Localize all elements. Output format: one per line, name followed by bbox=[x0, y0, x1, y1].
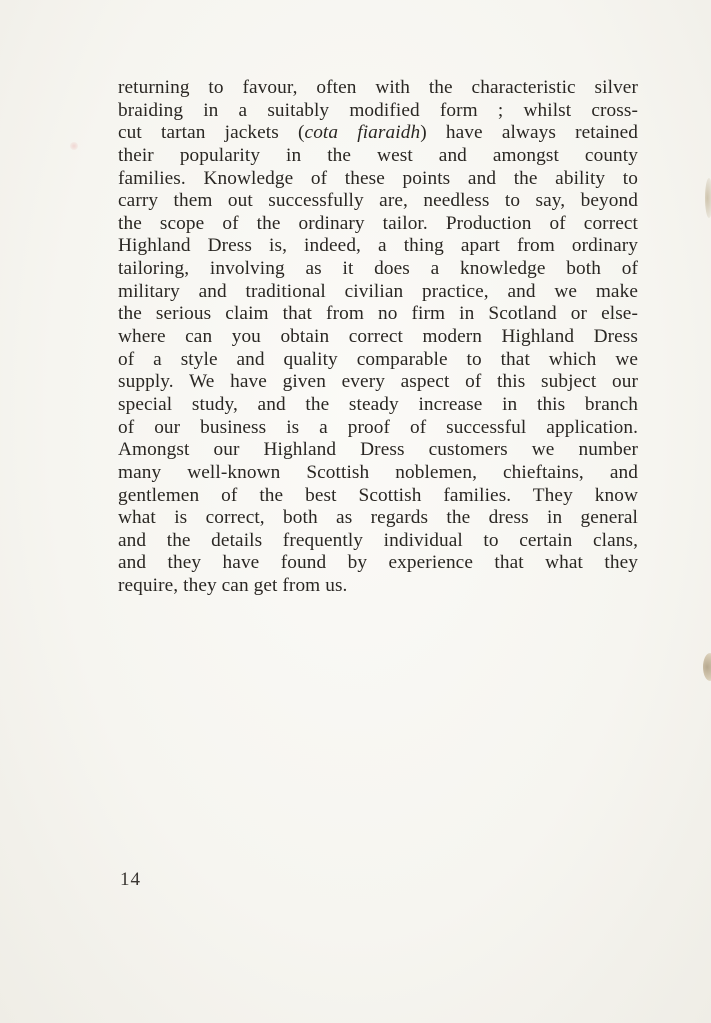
page-spot bbox=[70, 142, 78, 150]
text-line: gentlemen of the best Scottish families. They know bbox=[118, 484, 638, 506]
text-line: the serious claim that from no firm in Scotland or else- bbox=[118, 303, 638, 325]
text-line: and they have found by experience that what they bbox=[118, 552, 638, 574]
text-line: tailoring, involving as it does a knowledge both of bbox=[118, 258, 638, 280]
page-edge-stain bbox=[705, 178, 711, 218]
text-line: Amongst our Highland Dress customers we number bbox=[118, 439, 638, 461]
text-line: braiding in a suitably modified form ; whilst cross- bbox=[118, 99, 638, 121]
text-line: what is correct, both as regards the dress in general bbox=[118, 507, 638, 529]
text-line: require, they can get from us. bbox=[118, 575, 348, 597]
text-line: military and traditional civilian practice, and we make bbox=[118, 280, 638, 302]
text-line bbox=[118, 122, 638, 145]
text-line: of a style and quality comparable to that which we bbox=[118, 348, 638, 370]
text-line: of our business is a proof of successful application. bbox=[118, 416, 638, 438]
text-line: returning to favour, often with the characteristic silver bbox=[118, 77, 638, 98]
text-fragment: ) have always retained bbox=[420, 122, 638, 144]
text-line: families. Knowledge of these points and the ability to bbox=[118, 167, 638, 189]
text-line: carry them out successfully are, needless to say, beyond bbox=[118, 190, 638, 212]
text-line: Highland Dress is, indeed, a thing apart from ordinary bbox=[118, 235, 638, 257]
text-fragment: cut tartan jackets ( bbox=[118, 122, 305, 144]
text-line: supply. We have given every aspect of this subject our bbox=[118, 371, 638, 393]
text-line: the scope of the ordinary tailor. Production of correct bbox=[118, 212, 638, 234]
page-edge-stain bbox=[703, 653, 711, 681]
text-line: many well-known Scottish noblemen, chieftains, and bbox=[118, 461, 638, 483]
text-line: and the details frequently individual to certain clans, bbox=[118, 529, 638, 551]
gaelic-term: cota fiaraidh bbox=[304, 122, 421, 144]
body-paragraph bbox=[118, 77, 638, 598]
page-number: 14 bbox=[120, 869, 141, 890]
text-line: their popularity in the west and amongst county bbox=[118, 144, 638, 166]
text-line: where can you obtain correct modern Highland Dress bbox=[118, 326, 638, 348]
text-line: special study, and the steady increase in this branch bbox=[118, 393, 638, 415]
